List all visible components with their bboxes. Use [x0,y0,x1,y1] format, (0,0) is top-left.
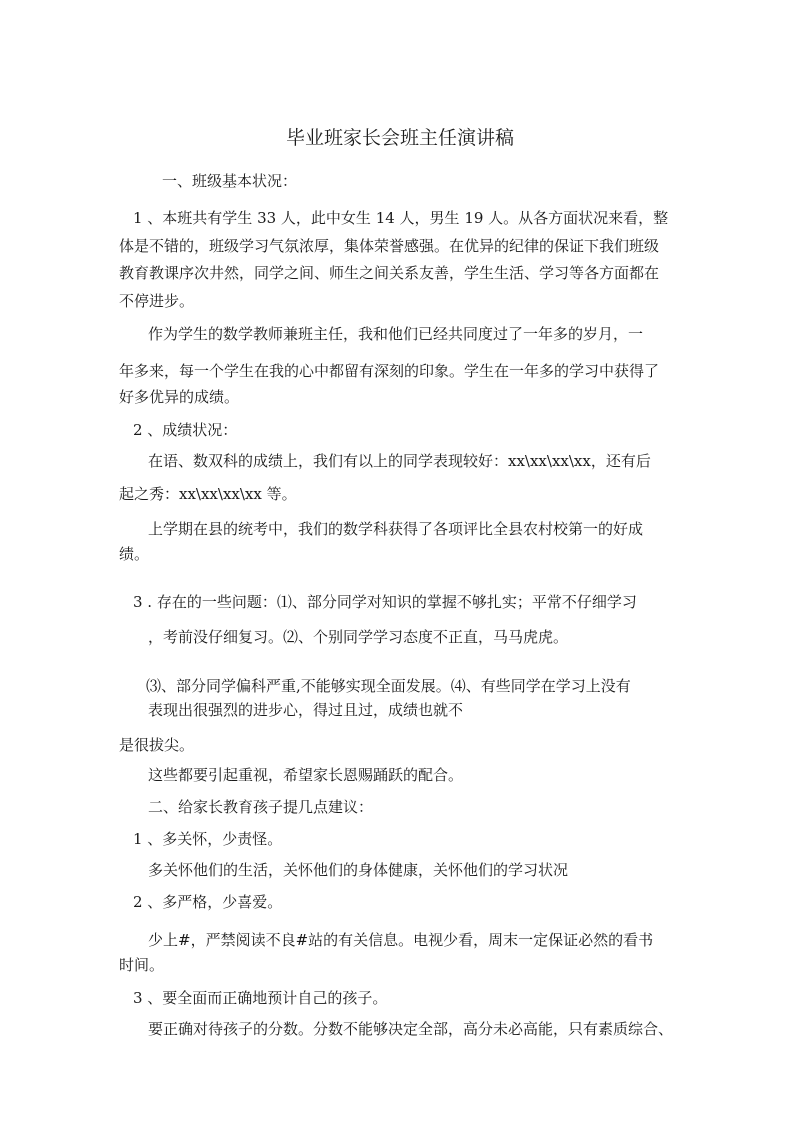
paragraph-line: ，考前没仔细复习。⑵、个别同学学习态度不正直，马马虎虎。 [148,628,569,646]
paragraph-line: 在语、数双科的成绩上，我们有以上的同学表现较好：xx\xx\xx\xx，还有后 [148,452,651,470]
paragraph-line: 起之秀：xx\xx\xx\xx 等。 [119,485,297,503]
paragraph-line: 不停进步。 [119,292,195,310]
document-title: 毕业班家长会班主任演讲稿 [285,127,514,149]
subheading-grades: 2 、成绩状况： [133,421,238,439]
paragraph-line: 是很拔尖。 [119,736,195,754]
subheading-problems: 3 . 存在的一些问题：⑴、部分同学对知识的掌握不够扎实；平常不仔细学习 [133,593,637,611]
paragraph-line: 少上#，严禁阅读不良#站的有关信息。电视少看，周末一定保证必然的看书 [148,931,654,949]
paragraph-line: 教育教课序次井然，同学之间、师生之间关系友善，学生生活、学习等各方面都在 [119,264,660,282]
section-heading-class-status: 一、班级基本状况： [162,172,298,190]
paragraph-line: 多关怀他们的生活，关怀他们的身体健康，关怀他们的学习状况 [148,861,569,879]
subheading-suggestion-3: 3 、要全面而正确地预计自己的孩子。 [133,989,388,1007]
subheading-suggestion-2: 2 、多严格，少喜爱。 [133,893,283,911]
paragraph-line: 体是不错的，班级学习气氛浓厚，集体荣誉感强。在优异的纪律的保证下我们班级 [119,237,660,255]
paragraph-line: 这些都要引起重视，希望家长恩赐踊跃的配合。 [148,766,464,784]
section-heading-suggestions: 二、给家长教育孩子提几点建议： [148,798,374,816]
paragraph-line: 要正确对待孩子的分数。分数不能够决定全部，高分未必高能，只有素质综合、 [148,1020,674,1038]
paragraph-line: 上学期在县的统考中，我们的数学科获得了各项评比全县农村校第一的好成 [148,520,644,538]
paragraph-line: 表现出很强烈的进步心，得过且过，成绩也就不 [148,701,464,719]
paragraph-line: 时间。 [119,956,165,974]
paragraph-line: 年多来，每一个学生在我的心中都留有深刻的印象。学生在一年多的学习中获得了 [119,362,660,380]
paragraph-line: 作为学生的数学教师兼班主任，我和他们已经共同度过了一年多的岁月，一 [148,325,644,343]
paragraph-line: 1 、本班共有学生 33 人，此中女生 14 人，男生 19 人。从各方面状况来看，整 [133,209,669,227]
paragraph-line: 绩。 [119,545,150,563]
paragraph-line: ⑶、部分同学偏科严重,不能够实现全面发展。⑷、有些同学在学习上没有 [146,677,631,695]
subheading-suggestion-1: 1 、多关怀，少责怪。 [133,830,283,848]
paragraph-line: 好多优异的成绩。 [119,388,240,406]
